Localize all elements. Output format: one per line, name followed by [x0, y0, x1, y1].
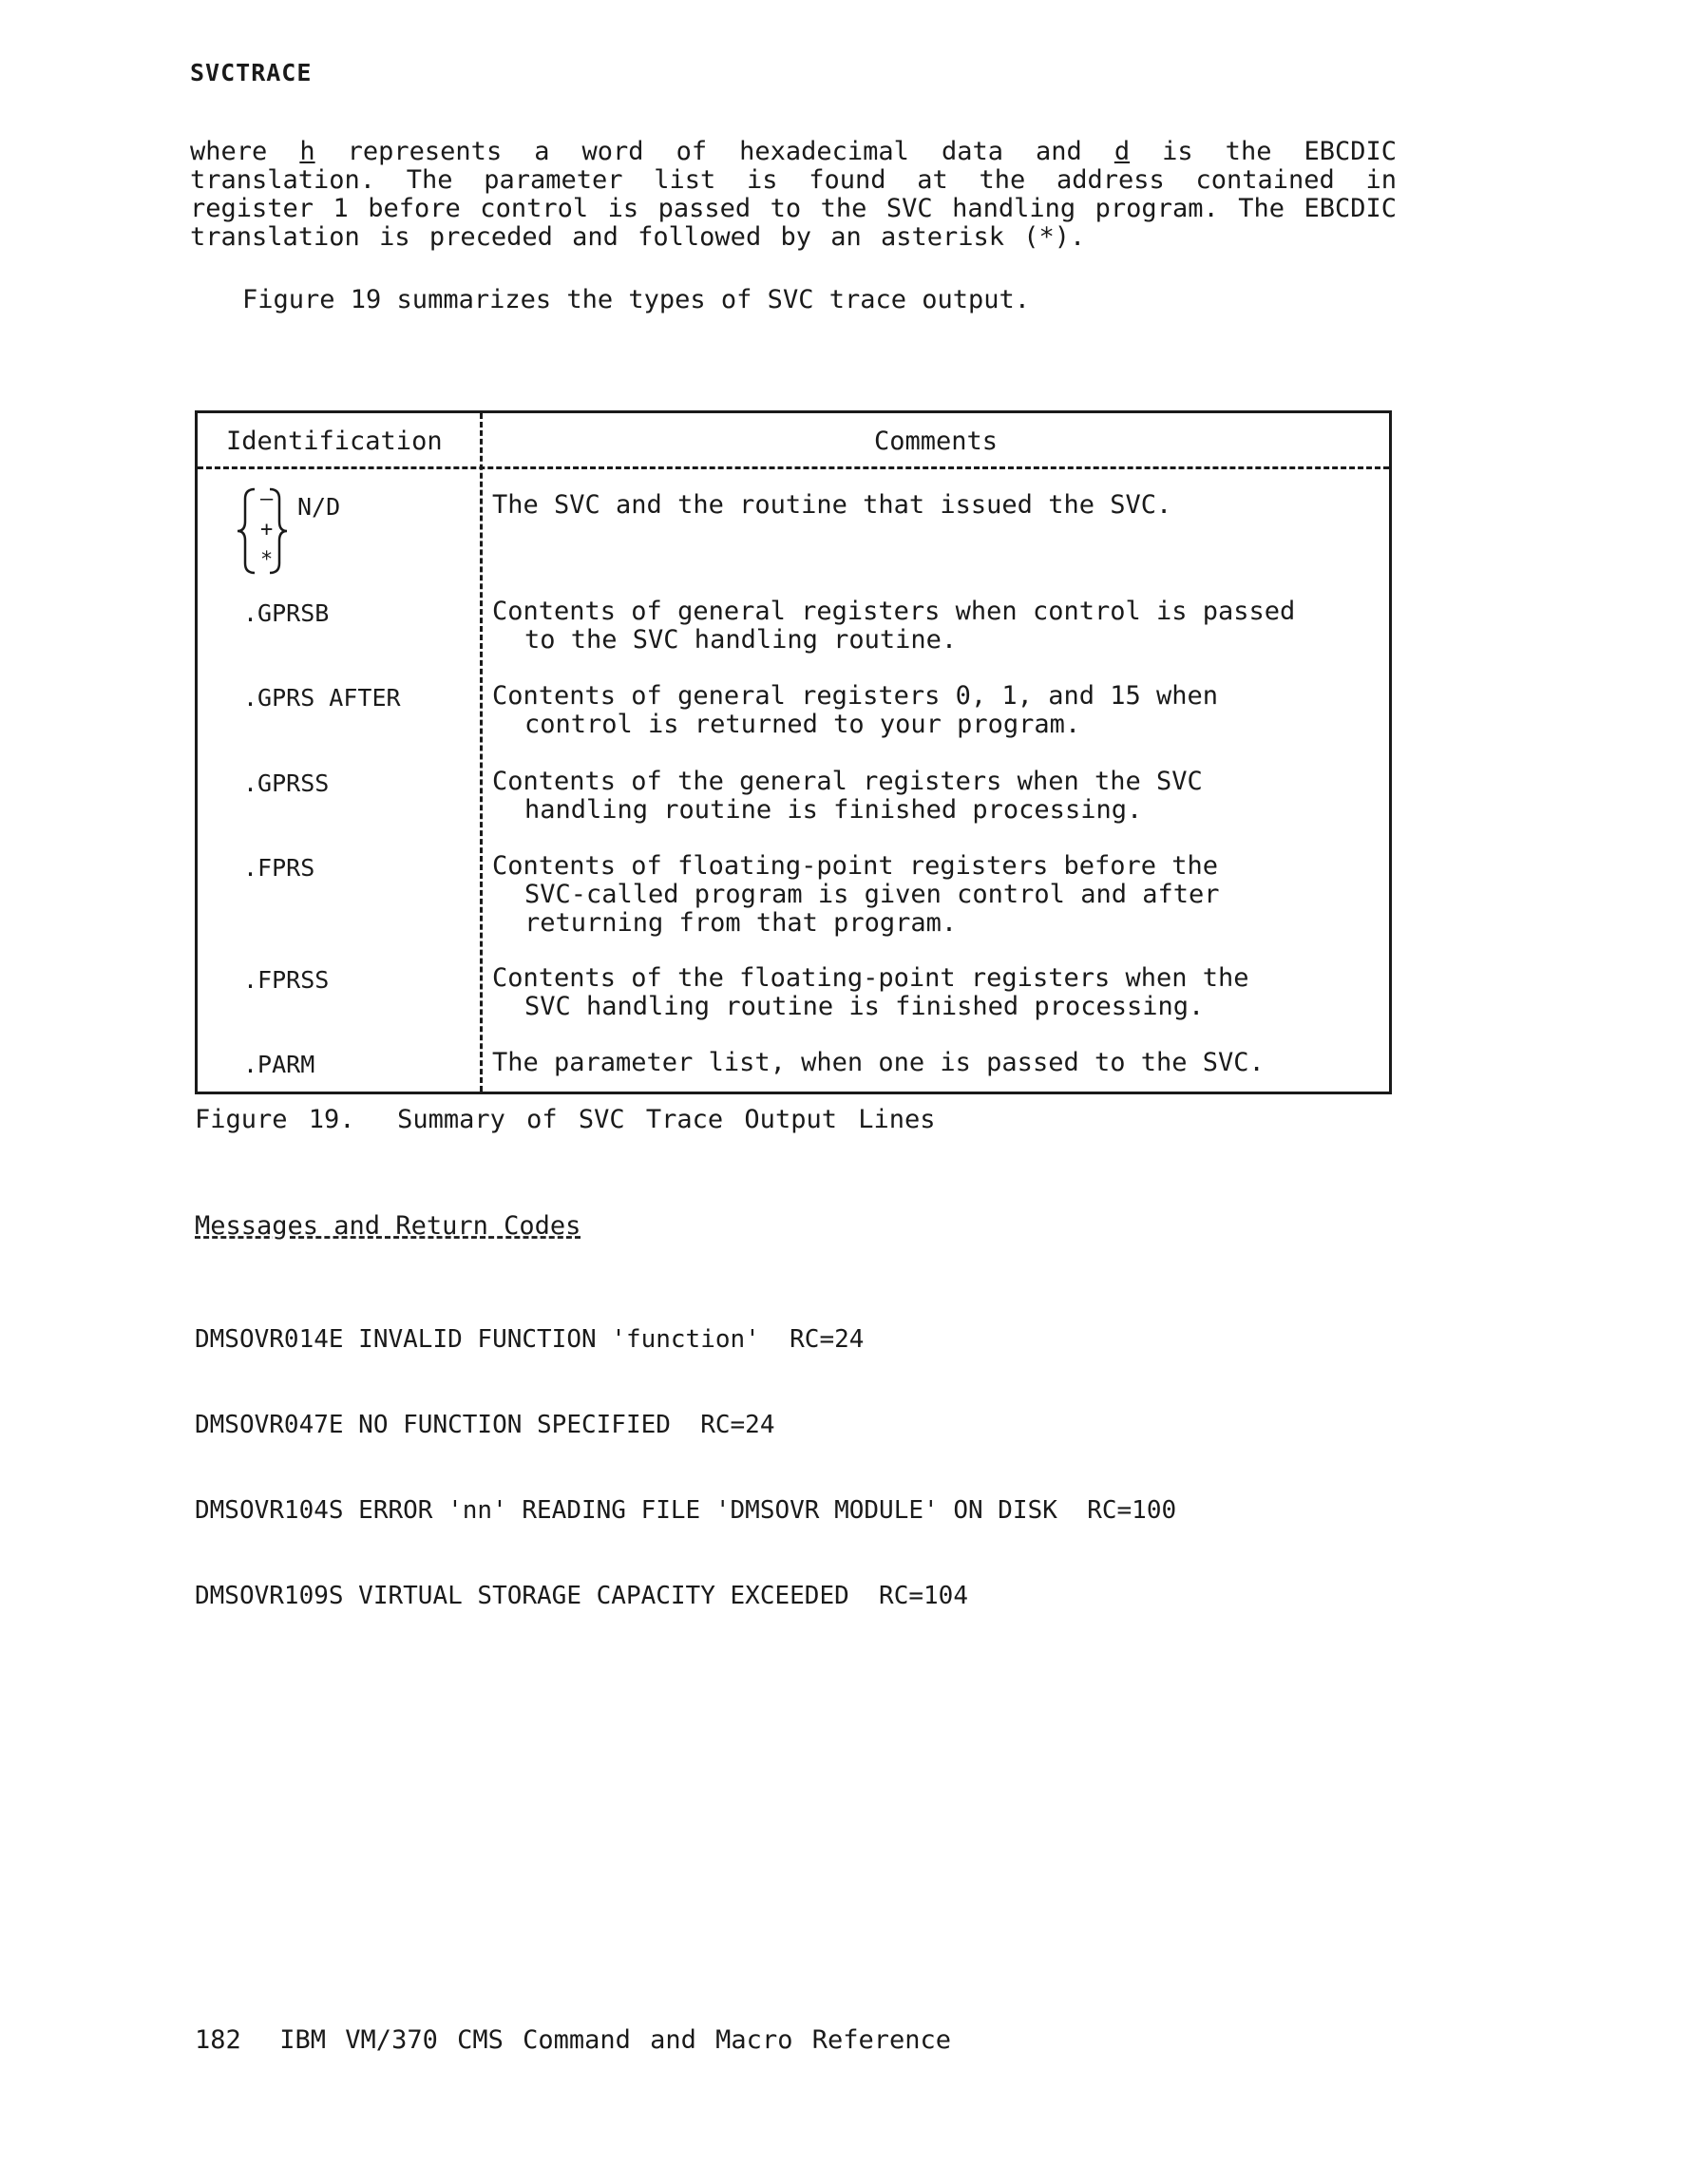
row-comment [492, 852, 1380, 938]
comment-line: The parameter list, when one is passed to the SVC. [492, 1048, 1265, 1077]
row-identification: N/D [297, 493, 341, 521]
row-comment [492, 598, 1380, 655]
page-footer: 182 IBM VM/370 CMS Command and Macro Reference [195, 2025, 952, 2055]
row-comment [492, 1049, 1380, 1077]
comment-line: Contents of general registers when control is passed [492, 597, 1296, 626]
comment-line: Contents of general registers 0, 1, and 15 when [492, 681, 1219, 711]
message-list [195, 1268, 1176, 1667]
column-header-identification: Identification [226, 427, 443, 456]
table-row [198, 485, 1389, 580]
svc-trace-summary-table [195, 410, 1392, 1094]
row-identification: .GPRS AFTER [243, 684, 401, 712]
row-comment [492, 964, 1380, 1021]
row-comment [492, 768, 1380, 825]
row-comment [492, 682, 1380, 739]
figure-reference: Figure 19 summarizes the types of SVC trace output. [242, 285, 1031, 314]
brace-group [234, 485, 291, 577]
comment-line: to the SVC handling routine. [524, 625, 958, 655]
message-line: DMSOVR047E NO FUNCTION SPECIFIED RC=24 [195, 1411, 775, 1439]
intro-text-1: where [190, 137, 268, 166]
figure-caption: Figure 19. Summary of SVC Trace Output Lines [195, 1105, 936, 1134]
intro-paragraph [190, 138, 1397, 252]
row-identification: .GPRSB [243, 599, 330, 627]
intro-text-2: represents a word of hexadecimal data and [347, 137, 1082, 166]
comment-line: SVC-called program is given control and after [524, 880, 1220, 909]
d-symbol: d [1113, 137, 1131, 166]
row-identification: .PARM [243, 1051, 315, 1078]
running-header: SVCTRACE [190, 59, 313, 86]
brace-plus: + [260, 518, 274, 541]
row-identification: .FPRSS [243, 966, 330, 994]
comment-line: SVC handling routine is finished processing. [524, 992, 1205, 1021]
h-symbol: h [299, 137, 315, 166]
column-header-comments: Comments [873, 427, 999, 456]
message-line: DMSOVR104S ERROR 'nn' READING FILE 'DMSOVR MODULE' ON DISK RC=100 [195, 1496, 1177, 1525]
comment-line: Contents of the floating-point registers when the [492, 963, 1249, 993]
comment-line: handling routine is finished processing. [524, 795, 1143, 825]
row-identification: .GPRSS [243, 769, 330, 797]
comment-line: returning from that program. [524, 908, 958, 938]
header-divider [198, 466, 1389, 469]
message-line: DMSOVR014E INVALID FUNCTION 'function' RC=24 [195, 1325, 865, 1354]
comment-line: Contents of the general registers when the SVC [492, 767, 1203, 796]
row-comment [492, 491, 1380, 520]
brace-asterisk: * [260, 548, 274, 572]
row-identification: .FPRS [243, 854, 315, 882]
comment-line: Contents of floating-point registers before the [492, 851, 1219, 881]
message-line: DMSOVR109S VIRTUAL STORAGE CAPACITY EXCEEDED RC=104 [195, 1582, 968, 1610]
intro-text-3: is the EBCDIC translation. The parameter list is found at the address contained in register 1 before control is passed to the SVC handling program. The EBCDIC translation is preceded and followed by an asterisk (*). [190, 137, 1398, 252]
comment-line: control is returned to your program. [524, 710, 1081, 739]
comment-line: The SVC and the routine that issued the SVC. [492, 490, 1172, 520]
section-heading: Messages and Return Codes [195, 1211, 581, 1241]
brace-minus: – [260, 487, 274, 511]
